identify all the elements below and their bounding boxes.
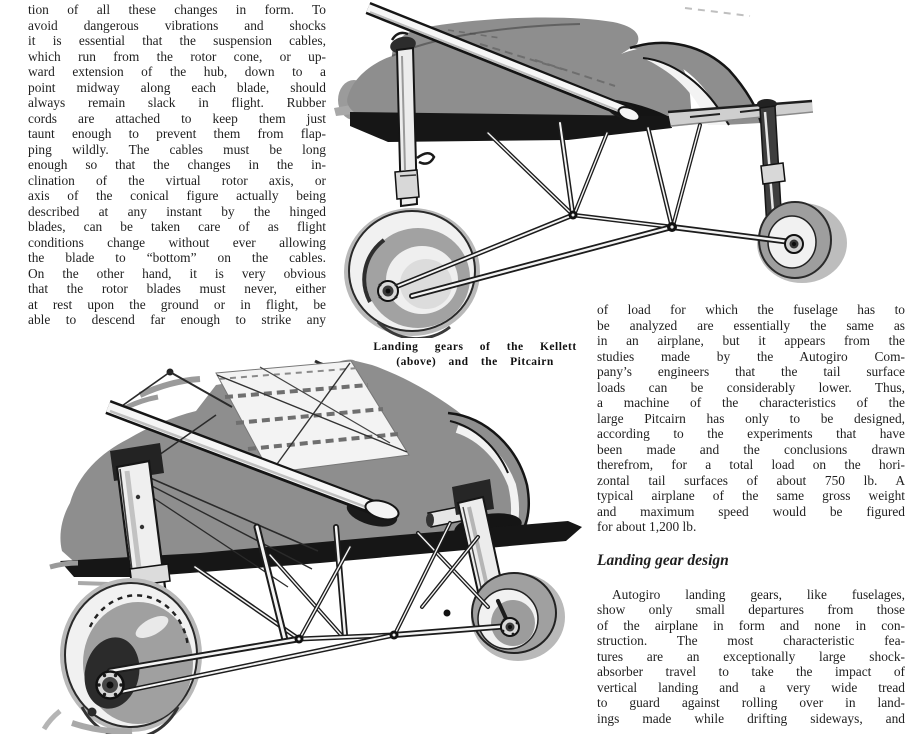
kellett-right-wheel-hub	[785, 235, 803, 253]
text-line: typical airplane of the same gross weight	[597, 488, 905, 503]
text-line: for about 1,200 lb.	[597, 519, 697, 534]
text-line: according to the experiments that have	[597, 426, 905, 441]
text-line: blades, can be taken care of as flight	[28, 219, 326, 234]
text-line: of load for which the fuselage has to	[597, 302, 905, 317]
left-text-column	[28, 2, 326, 328]
pitcairn-right-wheel	[471, 573, 565, 661]
text-line: a machine of the characteristics of the	[597, 395, 905, 410]
caption-line-1: Landing gears of the Kellett	[373, 341, 577, 353]
right-text-column	[597, 302, 905, 726]
text-line: been made and the conclusions drawn	[597, 441, 905, 457]
text-line: vertical landing and a very wide tread	[597, 679, 905, 695]
text-line: clination of the virtual rotor axis, or	[28, 172, 326, 188]
text-line: absorber travel to take the impact of	[597, 664, 905, 679]
text-line: in an airplane, but it appears from the	[597, 333, 905, 348]
text-line: large Pitcairn has only to be designed,	[597, 410, 905, 426]
text-line: struction. The most characteristic fea-	[597, 633, 905, 648]
text-line: zontal tail surfaces of about 750 lb. A	[597, 472, 905, 488]
paragraph-1	[597, 302, 905, 535]
text-line: ward extension of the hub, down to a	[28, 64, 326, 79]
text-line: axis of the conical figure actually being	[28, 188, 326, 203]
text-line: show only small departures from those	[597, 602, 905, 617]
kellett-left-wheel-hub	[378, 281, 398, 301]
text-line: conditions change without ever allowing	[28, 234, 326, 250]
text-line: and maximum speed would be figured	[597, 503, 905, 519]
kellett-left-wheel	[344, 208, 480, 338]
text-line: pany’s engineers that the tail surface	[597, 364, 905, 379]
text-line: enough so that the changes in the in-	[28, 157, 326, 172]
text-line: studies made by the Autogiro Com-	[597, 348, 905, 364]
section-heading: Landing gear design	[597, 551, 729, 569]
text-line: Autogiro landing gears, like fuselages,	[612, 586, 905, 602]
text-line: taunt enough to prevent them from flap-	[28, 126, 326, 141]
text-line: ings made while drifting sideways, and	[597, 710, 905, 726]
text-line: tion of all these changes in form. To	[28, 2, 326, 17]
paragraph-2	[597, 587, 905, 727]
text-line: of the airplane in form and none in con-	[597, 617, 905, 633]
text-line: be analyzed are essentially the same as	[597, 317, 905, 333]
text-line: point midway along each blade, should	[28, 79, 326, 95]
text-line: therefrom, for a total load on the hori-	[597, 457, 905, 472]
kellett-illustration-svg	[330, 0, 909, 338]
text-line: it is essential that the suspension cables,	[28, 33, 326, 48]
text-line: the blade to “bottom” on the cables.	[28, 250, 326, 265]
text-line: described at any instant by the hinged	[28, 203, 326, 219]
pitcairn-illustration-svg	[20, 355, 605, 734]
text-line: cords are attached to keep them just	[28, 110, 326, 126]
kellett-landing-gear-illustration	[330, 0, 909, 338]
pitcairn-left-wheel	[44, 578, 202, 734]
text-line: loads can be considerably lower. Thus,	[597, 379, 905, 395]
text-line: to guard against rolling over in land-	[597, 695, 905, 710]
pitcairn-landing-gear-illustration	[20, 355, 605, 734]
text-line: tures are an exceptionally large shock-	[597, 648, 905, 664]
text-line: avoid dangerous vibrations and shocks	[28, 17, 326, 33]
caption-line-2: (above) and the Pitcairn	[396, 356, 554, 368]
text-line: which run from the rotor cone, or up-	[28, 48, 326, 64]
text-line: ping wildly. The cables must be long	[28, 141, 326, 157]
text-line: able to descend far enough to strike any	[28, 312, 326, 327]
text-line: at rest upon the ground or in flight, be	[28, 296, 326, 312]
text-line: always remain slack in flight. Rubber	[28, 95, 326, 110]
pitcairn-right-wheel-hub	[501, 618, 519, 636]
text-line: On the other hand, it is very obvious	[28, 265, 326, 281]
text-line: that the rotor blades must never, either	[28, 281, 326, 296]
